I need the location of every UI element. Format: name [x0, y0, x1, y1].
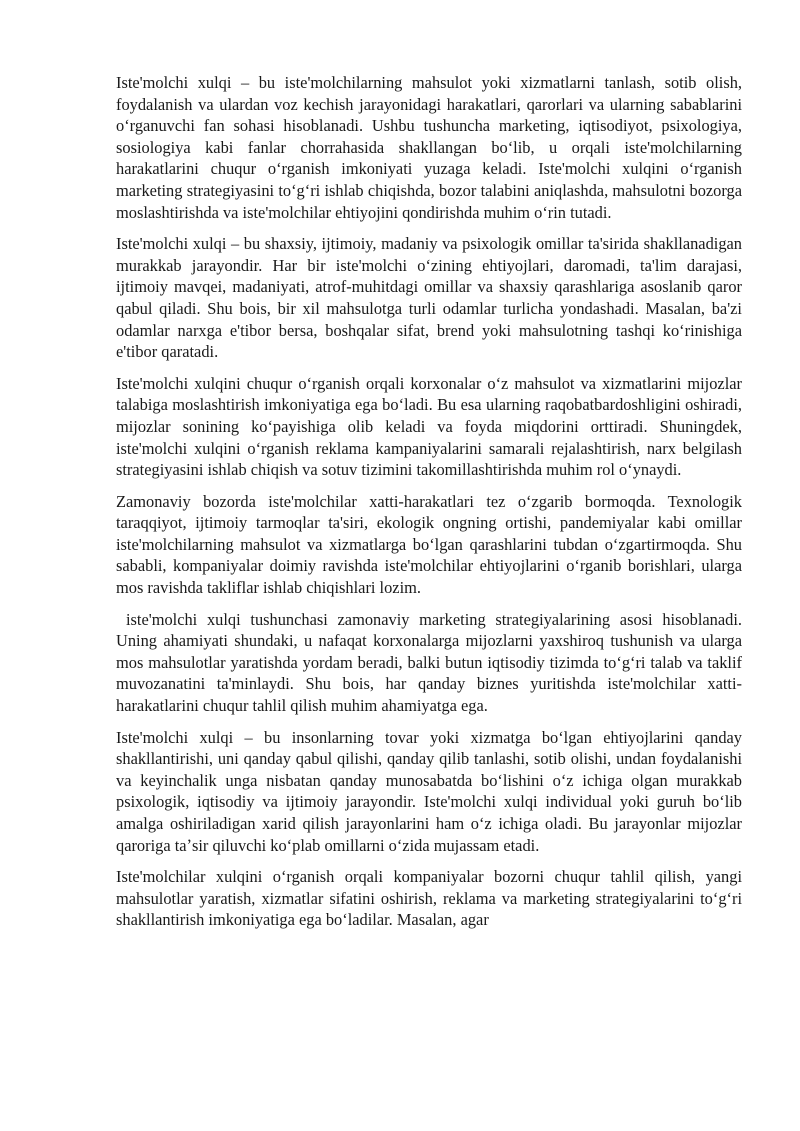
paragraph-4: Zamonaviy bozorda iste'molchilar xatti-harakatlari tez oʻzgarib bormoqda. Texnologik taraqqiyot, ijtimoiy tarmoqlar ta'siri, ekologik ongning ortishi, pandemiyalar kabi omillar iste'molchilarning mahsulot va xizmatlarga boʻlgan qarashlarini tubdan oʻzgartirmoqda. Shu sababli, kompaniyalar doimiy ravishda iste'molchilar ehtiyojlarini oʻrganib borishlari, ularga mos ravishda takliflar ishlab chiqishlari lozim.: [116, 491, 742, 598]
document-page: [116, 72, 742, 941]
paragraph-1: Iste'molchi xulqi – bu iste'molchilarning mahsulot yoki xizmatlarni tanlash, sotib olish, foydalanish va ulardan voz kechish jarayonidagi harakatlari, qarorlari va ularning sabablarini oʻrganuvchi fan sohasi hisoblanadi. Ushbu tushuncha marketing, iqtisodiyot, psixologiya, sosiologiya kabi fanlar chorrahasida shakllangan boʻlib, u orqali iste'molchilarning harakatlarini chuqur oʻrganish imkoniyati yuzaga keladi. Iste'molchi xulqini oʻrganish marketing strategiyasini toʻgʻri ishlab chiqishda, bozor talabini aniqlashda, mahsulotni bozorga moslashtirishda va iste'molchilar ehtiyojini qondirishda muhim oʻrin tutadi.: [116, 73, 742, 222]
paragraph-5: iste'molchi xulqi tushunchasi zamonaviy marketing strategiyalarining asosi hisoblanadi. Uning ahamiyati shundaki, u nafaqat korxonalarga mijozlarni yaxshiroq tushunish va ularga mos mahsulotlar yaratishda yordam beradi, balki butun iqtisodiy tizimda toʻgʻri talab va taklif muvozanatini ta'minlaydi. Shu bois, har qanday biznes yuritishda iste'molchilar xatti-harakatlarini chuqur tahlil qilish muhim ahamiyatga ega.: [116, 609, 742, 716]
paragraph-3: Iste'molchi xulqini chuqur oʻrganish orqali korxonalar oʻz mahsulot va xizmatlarini mijozlar talabiga moslashtirish imkoniyatiga ega boʻladi. Bu esa ularning raqobatbardoshligini oshiradi, mijozlar sonining koʻpayishiga olib keladi va foyda miqdorini orttiradi. Shuningdek, iste'molchi xulqini oʻrganish reklama kampaniyalarini samarali rejalashtirish, narx belgilash strategiyasini ishlab chiqish va sotuv tizimini takomillashtirishda muhim rol oʻynaydi.: [116, 373, 742, 480]
paragraph-6: Iste'molchi xulqi – bu insonlarning tovar yoki xizmatga boʻlgan ehtiyojlarini qanday shakllantirishi, uni qanday qabul qilishi, qanday qilib tanlashi, sotib olishi, undan foydalanishi va keyinchalik unga nisbatan qanday munosabatda boʻlishini oʻz ichiga olgan murakkab psixologik, iqtisodiy va ijtimoiy jarayondir. Iste'molchi xulqi individual yoki guruh boʻlib amalga oshiriladigan xarid qilish jarayonlarini ham oʻz ichiga oladi. Bu jarayonlar mijozlar qaroriga taʼsir qiluvchi koʻplab omillarni oʻzida mujassam etadi.: [116, 727, 742, 855]
paragraph-7: Iste'molchilar xulqini oʻrganish orqali kompaniyalar bozorni chuqur tahlil qilish, yangi mahsulotlar yaratish, xizmatlar sifatini oshirish, reklama va marketing strategiyalarini toʻgʻri shakllantirish imkoniyatiga ega boʻladilar. Masalan, agar: [116, 867, 742, 930]
paragraph-2: Iste'molchi xulqi – bu shaxsiy, ijtimoiy, madaniy va psixologik omillar ta'sirida shakllanadigan murakkab jarayondir. Har bir iste'molchi oʻzining ehtiyojlari, daromadi, ta'lim darajasi, ijtimoiy mavqei, madaniyati, atrof-muhitdagi omillar va shaxsiy qarashlariga asoslanib qaror qabul qiladi. Shu bois, bir xil mahsulotga turli odamlar turlicha yondashadi. Masalan, ba'zi odamlar narxga e'tibor bersa, boshqalar sifat, brend yoki mahsulotning tashqi koʻrinishiga e'tibor qaratadi.: [116, 234, 742, 362]
